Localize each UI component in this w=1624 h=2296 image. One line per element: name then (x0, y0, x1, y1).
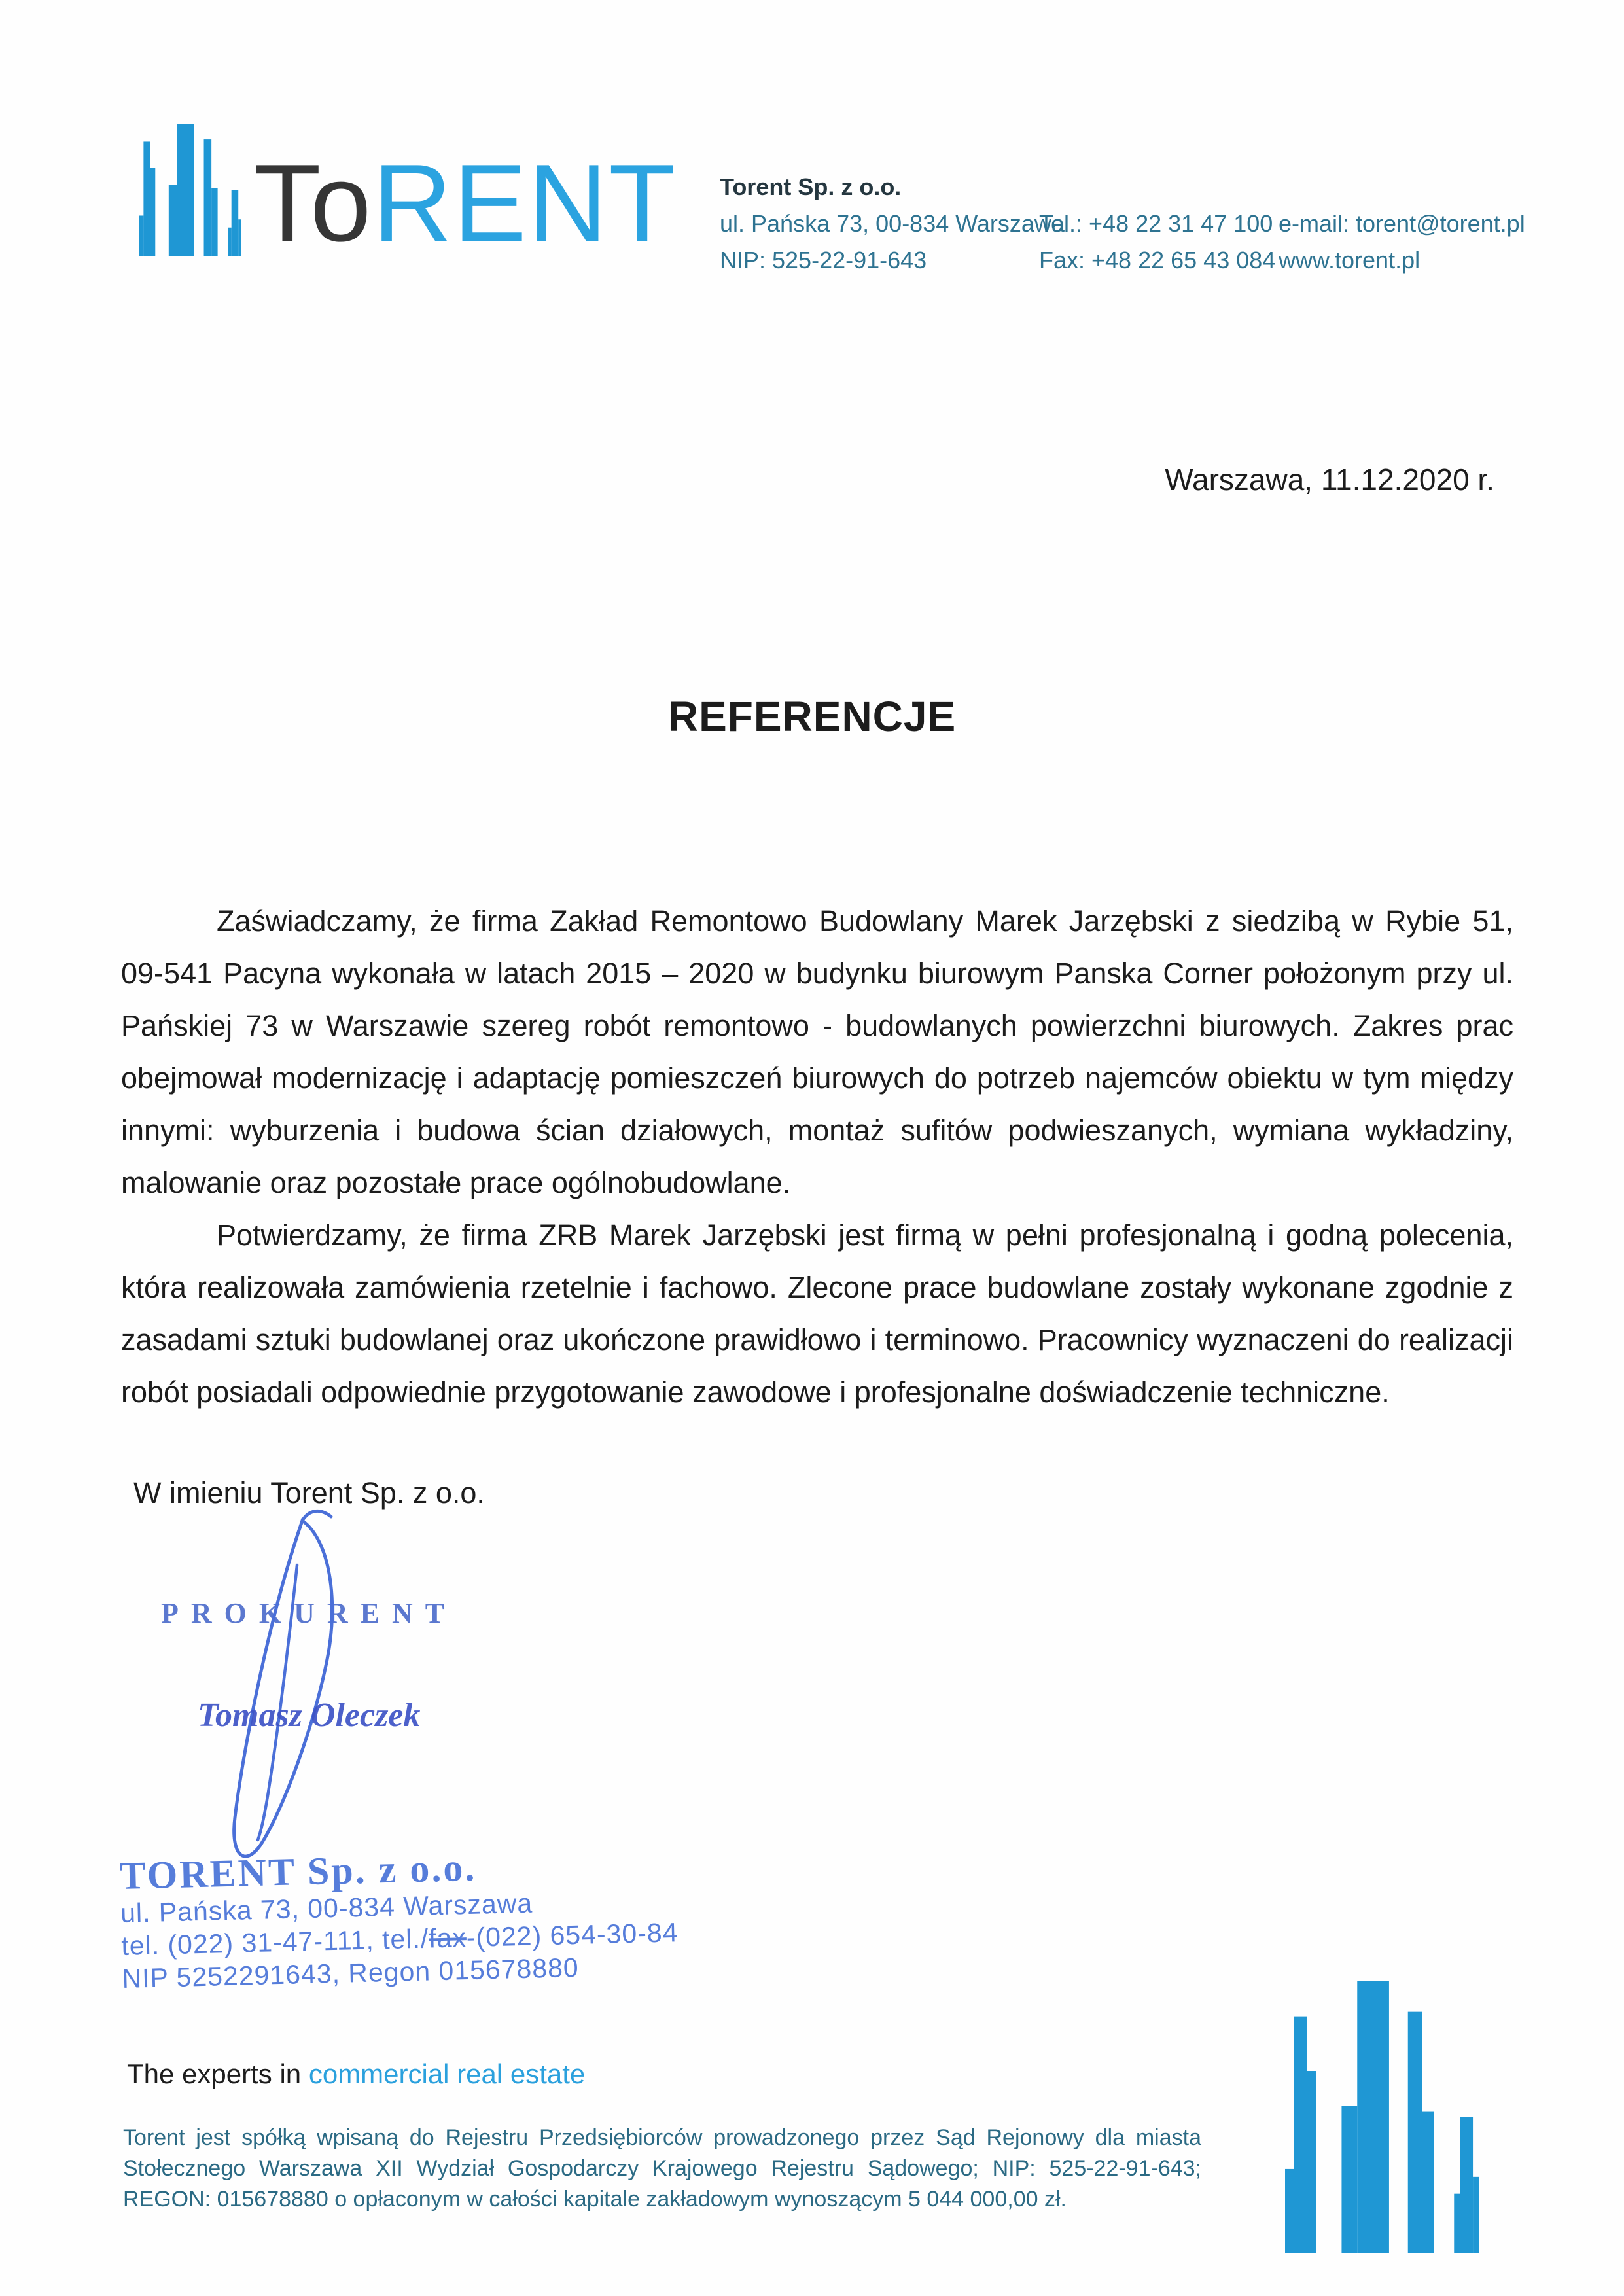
signature-name-stamp: Tomasz Oleczek (198, 1697, 421, 1734)
tagline-black: The experts in (127, 2058, 309, 2089)
header-website: www.torent.pl (1279, 247, 1421, 274)
header-fax: Fax: +48 22 65 43 084 (1039, 247, 1276, 274)
prokurent-stamp: PROKURENT (161, 1597, 457, 1629)
tagline-blue: commercial real estate (308, 2058, 586, 2089)
stamp-nip-regon: NIP 5252291643, Regon 015678880 (122, 1952, 580, 1994)
signoff-line: W imieniu Torent Sp. z o.o. (133, 1476, 485, 1510)
stamp-phone-suffix: -(022) 654-30-84 (466, 1917, 679, 1953)
stamp-company-name: TORENT Sp. z o.o. (118, 1845, 477, 1898)
header-phone: Tel.: +48 22 31 47 100 (1039, 210, 1273, 237)
letter-body (121, 895, 1513, 1419)
logo-wordmark (254, 141, 677, 264)
company-stamp (119, 1842, 679, 1995)
stamp-phone-struck: fax (428, 1922, 467, 1954)
header-email: e-mail: torent@torent.pl (1279, 210, 1525, 237)
header-address: ul. Pańska 73, 00-834 Warszawa (720, 210, 1065, 237)
footer-buildings-icon (1285, 1981, 1480, 2253)
date-line: Warszawa, 11.12.2020 r. (1165, 463, 1494, 497)
header-company-name: Torent Sp. z o.o. (720, 173, 902, 200)
handwritten-signature (220, 1502, 361, 1869)
footer-tagline (127, 2058, 585, 2090)
page-title: REFERENCJE (667, 693, 957, 740)
header-nip: NIP: 525-22-91-643 (720, 247, 927, 274)
body-paragraph-1: Zaświadczamy, że firma Zakład Remontowo Budowlany Marek Jarzębski z siedzibą w Rybie 51, 09-541 Pacyna wykonała w latach 2015 – 2020 w budynku biurowym Panska Corner położonym przy ul. Pańskiej 73 w Warszawie szereg robót remontowo - budowlanych powierzchni biurowych. Zakres prac obejmował modernizację i adaptację pomieszczeń biurowych do potrzeb najemców obiektu w tym między innymi: wyburzenia i budowa ścian działowych, montaż sufitów podwieszanych, wymiana wykładziny, malowanie oraz pozostałe prace ogólnobudowlane. (121, 904, 1513, 1199)
logo-text-blue: RENT (372, 141, 677, 264)
logo-text-dark: To (254, 141, 373, 264)
footer-legal-text: Torent jest spółką wpisaną do Rejestru Przedsiębiorców prowadzonego przez Sąd Rejonowy dla miasta Stołecznego Warszawa XII Wydział Gospodarczy Krajowego Rejestru Sądowego; NIP: 525-22-91-643; REGON: 015678880 o opłaconym w całości kapitale zakładowym wynoszącym 5 044 000,00 zł. (123, 2125, 1201, 2212)
logo-buildings-icon (139, 124, 242, 256)
body-paragraph-2: Potwierdzamy, że firma ZRB Marek Jarzębski jest firmą w pełni profesjonalną i godną polecenia, która realizowała zamówienia rzetelnie i fachowo. Zlecone prace budowlane zostały wykonane zgodnie z zasadami sztuki budowlanej oraz ukończone prawidłowo i terminowo. Pracownicy wyznaczeni do realizacji robót posiadali odpowiednie przygotowanie zawodowe i profesjonalne doświadczenie techniczne. (121, 1218, 1513, 1409)
stamp-phone-prefix: tel. (022) 31-47-111, tel./ (120, 1923, 429, 1961)
stamp-address: ul. Pańska 73, 00-834 Warszawa (120, 1888, 533, 1928)
